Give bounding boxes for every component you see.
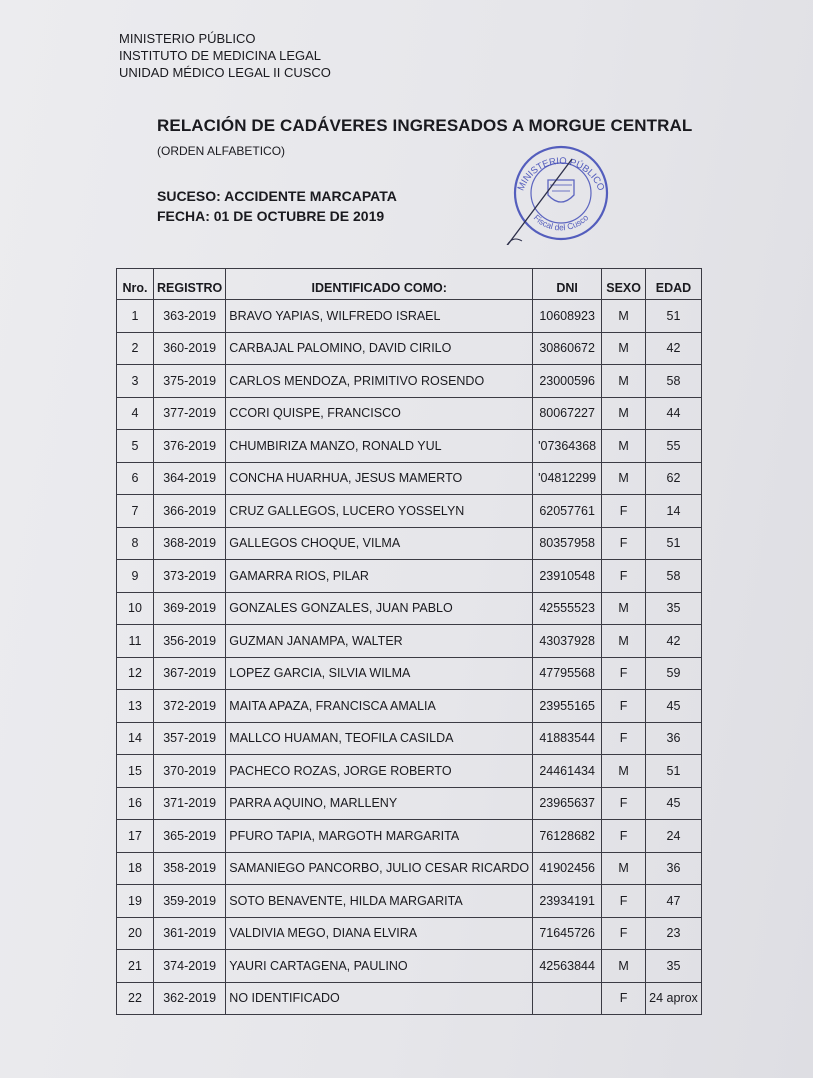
cell-edad: 42: [646, 625, 702, 658]
table-row: [117, 462, 702, 495]
table-row: [117, 527, 702, 560]
cell-nombre: VALDIVIA MEGO, DIANA ELVIRA: [226, 917, 533, 950]
cell-sexo: M: [602, 852, 646, 885]
table-header-row: [117, 269, 702, 300]
cell-registro: 356-2019: [154, 625, 226, 658]
cell-dni: 41902456: [533, 852, 602, 885]
cell-dni: 24461434: [533, 755, 602, 788]
cell-dni: 47795568: [533, 657, 602, 690]
cell-registro: 372-2019: [154, 690, 226, 723]
cell-sexo: M: [602, 300, 646, 333]
cell-edad: 36: [646, 722, 702, 755]
cell-sexo: M: [602, 397, 646, 430]
cell-registro: 377-2019: [154, 397, 226, 430]
cell-sexo: M: [602, 332, 646, 365]
cell-edad: 58: [646, 365, 702, 398]
org-line-unit: UNIDAD MÉDICO LEGAL II CUSCO: [119, 65, 331, 80]
header-sexo: SEXO: [602, 269, 646, 300]
cell-nro: 20: [117, 917, 154, 950]
cell-registro: 367-2019: [154, 657, 226, 690]
cell-dni: 41883544: [533, 722, 602, 755]
table-row: [117, 332, 702, 365]
cell-nro: 1: [117, 300, 154, 333]
cell-edad: 62: [646, 462, 702, 495]
org-line-institute: INSTITUTO DE MEDICINA LEGAL: [119, 48, 322, 63]
cell-nombre: GALLEGOS CHOQUE, VILMA: [226, 527, 533, 560]
cell-nro: 12: [117, 657, 154, 690]
cell-registro: 358-2019: [154, 852, 226, 885]
cell-nro: 15: [117, 755, 154, 788]
document-subtitle: (ORDEN ALFABETICO): [157, 144, 286, 158]
table-row: [117, 560, 702, 593]
cadaver-table: [116, 268, 702, 1015]
table-row: [117, 755, 702, 788]
cell-dni: 23955165: [533, 690, 602, 723]
cell-sexo: F: [602, 690, 646, 723]
cell-sexo: M: [602, 462, 646, 495]
cell-nro: 18: [117, 852, 154, 885]
cell-sexo: F: [602, 917, 646, 950]
cell-edad: 55: [646, 430, 702, 463]
cell-nombre: CCORI QUISPE, FRANCISCO: [226, 397, 533, 430]
cell-registro: 365-2019: [154, 820, 226, 853]
cell-dni: 30860672: [533, 332, 602, 365]
header-edad: EDAD: [646, 269, 702, 300]
cell-registro: 370-2019: [154, 755, 226, 788]
cell-sexo: M: [602, 365, 646, 398]
cell-dni: 80067227: [533, 397, 602, 430]
cell-dni: '07364368: [533, 430, 602, 463]
cell-dni: 62057761: [533, 495, 602, 528]
cell-nro: 7: [117, 495, 154, 528]
table-row: [117, 300, 702, 333]
cell-nombre: LOPEZ GARCIA, SILVIA WILMA: [226, 657, 533, 690]
official-seal-stamp: [500, 135, 620, 245]
header-nro: Nro.: [117, 269, 154, 300]
cell-registro: 360-2019: [154, 332, 226, 365]
cell-nombre: SAMANIEGO PANCORBO, JULIO CESAR RICARDO: [226, 852, 533, 885]
table-row: [117, 885, 702, 918]
cell-dni: 42563844: [533, 950, 602, 983]
cell-sexo: M: [602, 625, 646, 658]
cell-nombre: MAITA APAZA, FRANCISCA AMALIA: [226, 690, 533, 723]
cell-nro: 19: [117, 885, 154, 918]
header-dni: DNI: [533, 269, 602, 300]
cell-nro: 21: [117, 950, 154, 983]
cell-edad: 45: [646, 690, 702, 723]
event-info: [157, 186, 397, 226]
cell-nombre: PARRA AQUINO, MARLLENY: [226, 787, 533, 820]
cell-nombre: GAMARRA RIOS, PILAR: [226, 560, 533, 593]
cell-registro: 364-2019: [154, 462, 226, 495]
table-body: [117, 300, 702, 1015]
cell-edad: 14: [646, 495, 702, 528]
event-name: SUCESO: ACCIDENTE MARCAPATA: [157, 188, 397, 204]
cell-nro: 2: [117, 332, 154, 365]
cell-edad: 42: [646, 332, 702, 365]
cell-nombre: PACHECO ROZAS, JORGE ROBERTO: [226, 755, 533, 788]
cell-nro: 14: [117, 722, 154, 755]
cell-registro: 361-2019: [154, 917, 226, 950]
cell-sexo: F: [602, 885, 646, 918]
cell-nro: 13: [117, 690, 154, 723]
cell-sexo: F: [602, 722, 646, 755]
table-row: [117, 397, 702, 430]
event-date: FECHA: 01 DE OCTUBRE DE 2019: [157, 208, 385, 224]
cell-dni: '04812299: [533, 462, 602, 495]
cell-edad: 47: [646, 885, 702, 918]
table-row: [117, 982, 702, 1015]
cell-nro: 3: [117, 365, 154, 398]
cell-nombre: MALLCO HUAMAN, TEOFILA CASILDA: [226, 722, 533, 755]
cell-sexo: F: [602, 982, 646, 1015]
cell-registro: 363-2019: [154, 300, 226, 333]
cell-nombre: NO IDENTIFICADO: [226, 982, 533, 1015]
cell-registro: 375-2019: [154, 365, 226, 398]
cell-sexo: M: [602, 592, 646, 625]
cell-nro: 4: [117, 397, 154, 430]
cell-nombre: CHUMBIRIZA MANZO, RONALD YUL: [226, 430, 533, 463]
cell-edad: 44: [646, 397, 702, 430]
table-row: [117, 495, 702, 528]
cell-nombre: PFURO TAPIA, MARGOTH MARGARITA: [226, 820, 533, 853]
org-line-ministry: MINISTERIO PÚBLICO: [119, 31, 256, 46]
table-row: [117, 365, 702, 398]
table-row: [117, 917, 702, 950]
cell-nombre: BRAVO YAPIAS, WILFREDO ISRAEL: [226, 300, 533, 333]
cell-dni: 80357958: [533, 527, 602, 560]
table-row: [117, 950, 702, 983]
svg-text:Fiscal del Cusco: Fiscal del Cusco: [531, 212, 591, 233]
header-identificado: IDENTIFICADO COMO:: [226, 269, 533, 300]
cell-edad: 58: [646, 560, 702, 593]
cell-edad: 51: [646, 755, 702, 788]
cell-dni: 23000596: [533, 365, 602, 398]
cell-dni: 43037928: [533, 625, 602, 658]
cell-registro: 366-2019: [154, 495, 226, 528]
cell-registro: 374-2019: [154, 950, 226, 983]
table-row: [117, 722, 702, 755]
cell-edad: 35: [646, 592, 702, 625]
table-row: [117, 430, 702, 463]
cell-sexo: F: [602, 787, 646, 820]
cell-edad: 35: [646, 950, 702, 983]
cell-registro: 371-2019: [154, 787, 226, 820]
cell-registro: 368-2019: [154, 527, 226, 560]
svg-text:MINISTERIO PÚBLICO: MINISTERIO PÚBLICO: [515, 155, 607, 193]
cell-registro: 369-2019: [154, 592, 226, 625]
cell-edad: 45: [646, 787, 702, 820]
table-row: [117, 852, 702, 885]
table-row: [117, 787, 702, 820]
cell-dni: 42555523: [533, 592, 602, 625]
cell-edad: 51: [646, 527, 702, 560]
cell-registro: 357-2019: [154, 722, 226, 755]
cell-dni: 23934191: [533, 885, 602, 918]
cell-sexo: M: [602, 755, 646, 788]
cell-sexo: M: [602, 430, 646, 463]
organization-header: [119, 30, 331, 81]
cell-dni: 10608923: [533, 300, 602, 333]
cell-edad: 59: [646, 657, 702, 690]
table-row: [117, 820, 702, 853]
cell-sexo: F: [602, 495, 646, 528]
table-row: [117, 657, 702, 690]
cell-nro: 17: [117, 820, 154, 853]
cell-dni: 71645726: [533, 917, 602, 950]
cell-nombre: CONCHA HUARHUA, JESUS MAMERTO: [226, 462, 533, 495]
cell-dni: 23965637: [533, 787, 602, 820]
cell-edad: 51: [646, 300, 702, 333]
cell-sexo: M: [602, 950, 646, 983]
cell-sexo: F: [602, 820, 646, 853]
cell-nro: 10: [117, 592, 154, 625]
cell-nombre: CARLOS MENDOZA, PRIMITIVO ROSENDO: [226, 365, 533, 398]
table-row: [117, 690, 702, 723]
cell-nro: 16: [117, 787, 154, 820]
table-row: [117, 625, 702, 658]
cell-sexo: F: [602, 657, 646, 690]
cell-edad: 24 aprox: [646, 982, 702, 1015]
cell-sexo: F: [602, 527, 646, 560]
cell-nombre: GONZALES GONZALES, JUAN PABLO: [226, 592, 533, 625]
cell-edad: 23: [646, 917, 702, 950]
cell-edad: 36: [646, 852, 702, 885]
cell-nro: 9: [117, 560, 154, 593]
cell-nombre: YAURI CARTAGENA, PAULINO: [226, 950, 533, 983]
cell-nro: 22: [117, 982, 154, 1015]
table-row: [117, 592, 702, 625]
cell-nombre: CRUZ GALLEGOS, LUCERO YOSSELYN: [226, 495, 533, 528]
document-title: RELACIÓN DE CADÁVERES INGRESADOS A MORGUE CENTRAL: [157, 116, 693, 135]
cell-registro: 373-2019: [154, 560, 226, 593]
cell-nombre: SOTO BENAVENTE, HILDA MARGARITA: [226, 885, 533, 918]
cell-nro: 11: [117, 625, 154, 658]
cell-dni: [533, 982, 602, 1015]
header-registro: REGISTRO: [154, 269, 226, 300]
cell-dni: 23910548: [533, 560, 602, 593]
cell-registro: 376-2019: [154, 430, 226, 463]
cell-registro: 359-2019: [154, 885, 226, 918]
cell-dni: 76128682: [533, 820, 602, 853]
cell-nombre: CARBAJAL PALOMINO, DAVID CIRILO: [226, 332, 533, 365]
cell-registro: 362-2019: [154, 982, 226, 1015]
cell-edad: 24: [646, 820, 702, 853]
cell-nro: 5: [117, 430, 154, 463]
cell-nro: 8: [117, 527, 154, 560]
cell-nombre: GUZMAN JANAMPA, WALTER: [226, 625, 533, 658]
cell-sexo: F: [602, 560, 646, 593]
cell-nro: 6: [117, 462, 154, 495]
